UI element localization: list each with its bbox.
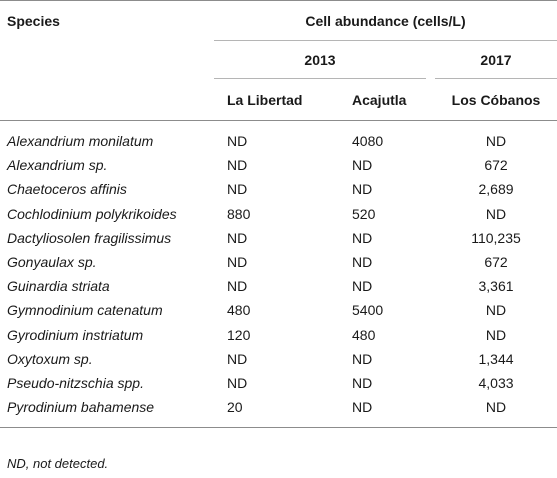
acajutla-value: ND — [352, 350, 373, 367]
cell-abundance-header: Cell abundance (cells/L) — [214, 1, 557, 41]
table-row — [0, 371, 557, 395]
la-libertad-value: 880 — [227, 205, 251, 222]
la-libertad-value: ND — [227, 181, 248, 198]
row-gap — [426, 202, 435, 226]
row-gap — [426, 395, 435, 428]
la-libertad-value: ND — [227, 229, 248, 246]
header-spacer — [0, 41, 214, 79]
table-row — [0, 153, 557, 177]
row-gap — [426, 371, 435, 395]
table-row — [0, 202, 557, 226]
table-row — [0, 323, 557, 347]
los-cobanos-value: ND — [485, 399, 507, 416]
acajutla-value: 5400 — [352, 302, 384, 319]
los-cobanos-value: 4,033 — [478, 374, 514, 391]
la-libertad-value: 120 — [227, 326, 251, 343]
la-libertad-value: ND — [227, 374, 248, 391]
los-cobanos-value: 3,361 — [478, 278, 514, 295]
table-footnote: ND, not detected. — [7, 456, 109, 471]
row-gap — [426, 177, 435, 201]
acajutla-value: ND — [352, 278, 373, 295]
los-cobanos-value: ND — [485, 133, 507, 150]
row-gap — [426, 250, 435, 274]
acajutla-value: 4080 — [352, 133, 384, 150]
row-gap — [426, 153, 435, 177]
la-libertad-value: 480 — [227, 302, 251, 319]
species-name: Gyrodinium instriatum — [7, 326, 144, 343]
table-row — [0, 226, 557, 250]
species-name: Alexandrium sp. — [7, 157, 108, 174]
row-gap — [426, 274, 435, 298]
acajutla-value: ND — [352, 254, 373, 271]
table-row — [0, 250, 557, 274]
la-libertad-value: ND — [227, 254, 248, 271]
acajutla-value: ND — [352, 374, 373, 391]
year-2017-header: 2017 — [435, 41, 557, 79]
table-row — [0, 395, 557, 428]
species-column-header: Species — [7, 12, 60, 29]
species-name: Pseudo-nitzschia spp. — [7, 374, 144, 391]
row-gap — [426, 121, 435, 154]
table-row — [0, 177, 557, 201]
year-2013-header: 2013 — [214, 41, 426, 79]
la-libertad-value: ND — [227, 278, 248, 295]
species-name: Gonyaulax sp. — [7, 254, 97, 271]
header-gap — [426, 79, 435, 121]
la-libertad-value: ND — [227, 157, 248, 174]
la-libertad-value: 20 — [227, 399, 243, 416]
los-cobanos-value: 672 — [484, 157, 508, 174]
species-name: Gymnodinium catenatum — [7, 302, 163, 319]
los-cobanos-value: ND — [485, 302, 507, 319]
species-name: Cochlodinium polykrikoides — [7, 205, 177, 222]
la-libertad-value: ND — [227, 350, 248, 367]
los-cobanos-column-header: Los Cóbanos — [451, 91, 541, 108]
table-row — [0, 298, 557, 322]
species-name: Guinardia striata — [7, 278, 110, 295]
row-gap — [426, 226, 435, 250]
acajutla-value: ND — [352, 181, 373, 198]
acajutla-value: ND — [352, 157, 373, 174]
acajutla-value: 520 — [352, 205, 376, 222]
los-cobanos-value: 1,344 — [478, 350, 514, 367]
acajutla-column-header: Acajutla — [352, 91, 407, 108]
table-row — [0, 347, 557, 371]
table-row — [0, 274, 557, 298]
row-gap — [426, 323, 435, 347]
species-name: Chaetoceros affinis — [7, 181, 127, 198]
species-name: Pyrodinium bahamense — [7, 399, 155, 416]
acajutla-value: ND — [352, 399, 373, 416]
los-cobanos-value: 672 — [484, 254, 508, 271]
table-row — [0, 121, 557, 154]
header-spacer — [0, 79, 214, 121]
header-gap — [426, 41, 435, 79]
acajutla-value: ND — [352, 229, 373, 246]
los-cobanos-value: ND — [485, 326, 507, 343]
row-gap — [426, 347, 435, 371]
species-name: Dactyliosolen fragilissimus — [7, 229, 172, 246]
los-cobanos-value: ND — [485, 205, 507, 222]
la-libertad-column-header: La Libertad — [227, 91, 303, 108]
los-cobanos-value: 110,235 — [471, 229, 521, 246]
la-libertad-value: ND — [227, 133, 248, 150]
row-gap — [426, 298, 435, 322]
species-name: Alexandrium monilatum — [7, 133, 154, 150]
species-name: Oxytoxum sp. — [7, 350, 93, 367]
acajutla-value: 480 — [352, 326, 376, 343]
los-cobanos-value: 2,689 — [478, 181, 514, 198]
